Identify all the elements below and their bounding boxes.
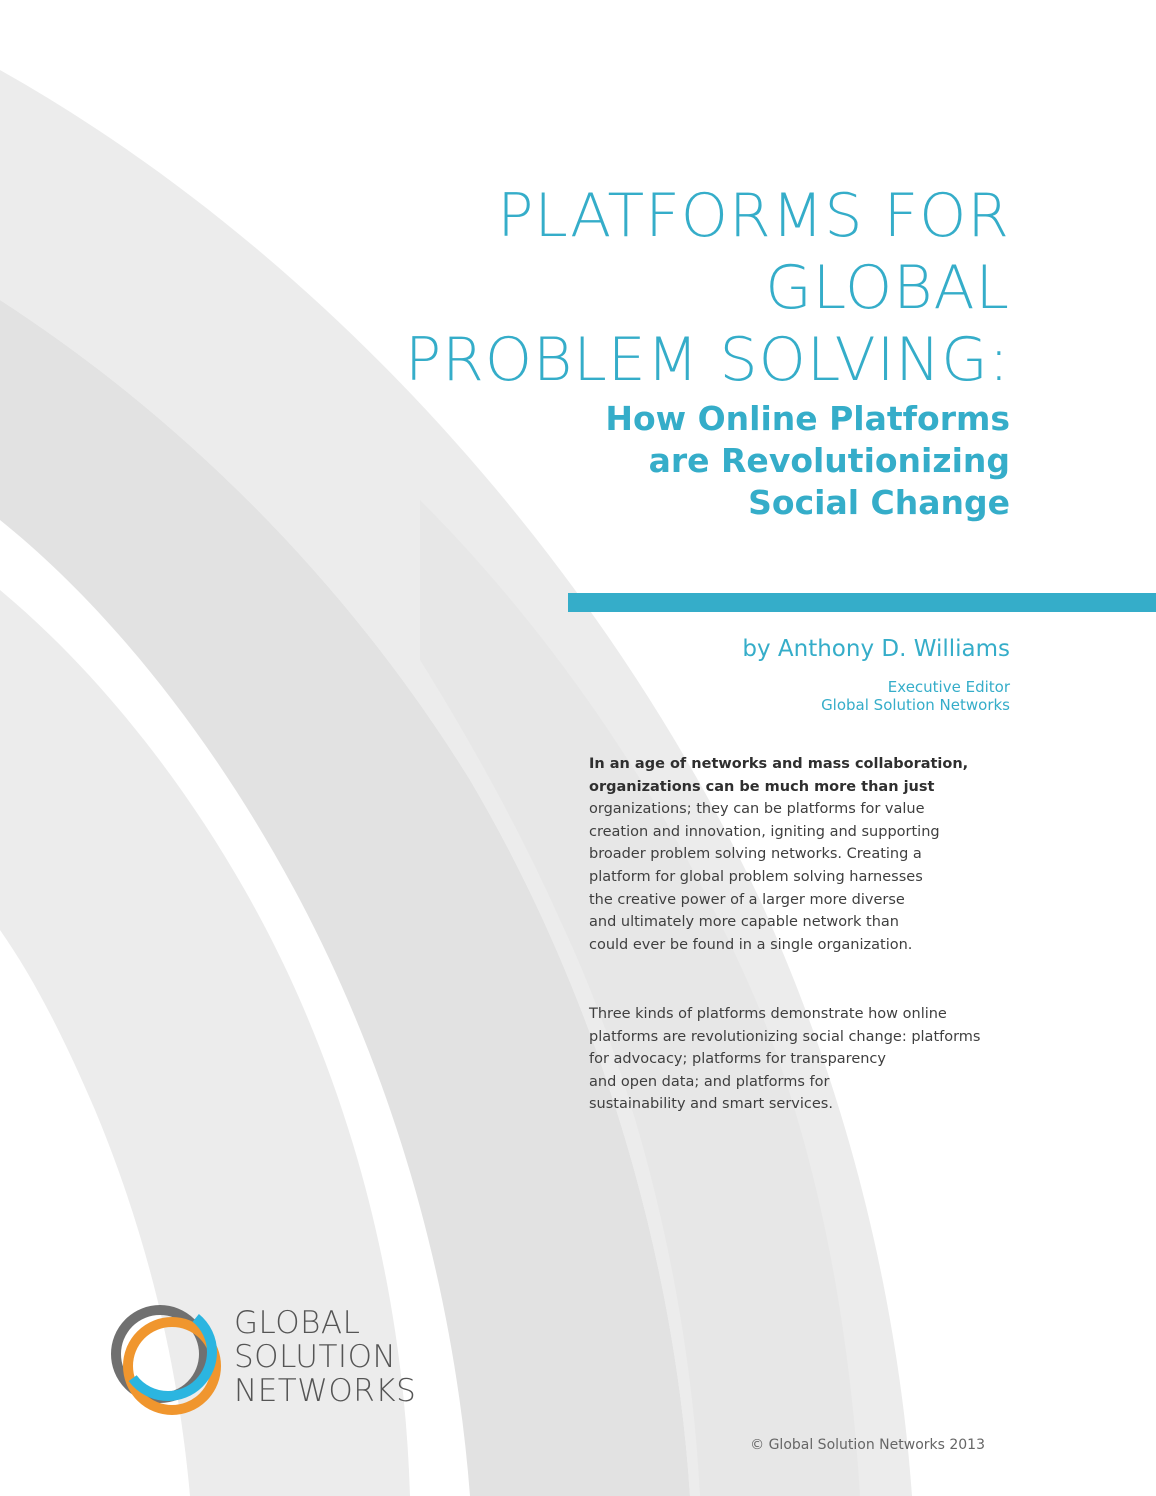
intro-line: and ultimately more capable network than	[589, 914, 899, 931]
title-line-3: PROBLEM SOLVING:	[404, 325, 1010, 395]
logo-line-1: GLOBAL	[234, 1305, 361, 1341]
subtitle-line-3: Social Change	[748, 483, 1010, 522]
title-line-2: GLOBAL	[765, 253, 1010, 323]
platforms-paragraph	[589, 1003, 1019, 1116]
author-affiliation	[821, 678, 1010, 714]
subtitle-line-2: are Revolutionizing	[648, 441, 1010, 480]
platforms-line: and open data; and platforms for	[589, 1073, 830, 1090]
platforms-line: platforms are revolutionizing social change: platforms	[589, 1028, 981, 1045]
author-byline: by Anthony D. Williams	[742, 636, 1010, 662]
author-organization: Global Solution Networks	[821, 696, 1010, 714]
document-title	[250, 180, 1010, 396]
platforms-line: for advocacy; platforms for transparency	[589, 1051, 886, 1068]
title-line-1: PLATFORMS FOR	[497, 181, 1010, 251]
intro-paragraph	[589, 753, 1019, 956]
intro-bold-line: In an age of networks and mass collaboration,	[589, 756, 969, 772]
copyright-notice: © Global Solution Networks 2013	[750, 1437, 985, 1453]
logo-wordmark	[234, 1306, 416, 1408]
interlocking-rings-icon	[108, 1298, 228, 1418]
intro-line: creation and innovation, igniting and supporting	[589, 823, 940, 840]
intro-line: could ever be found in a single organization.	[589, 936, 913, 953]
platforms-line: sustainability and smart services.	[589, 1096, 833, 1113]
platforms-line: Three kinds of platforms demonstrate how online	[589, 1006, 947, 1022]
intro-line: platform for global problem solving harnesses	[589, 868, 923, 885]
intro-line: organizations; they can be platforms for value	[589, 801, 925, 818]
intro-bold-line: organizations can be much more than just	[589, 778, 935, 795]
logo-line-3: NETWORKS	[234, 1373, 417, 1409]
author-role: Executive Editor	[887, 678, 1010, 696]
logo-line-2: SOLUTION	[234, 1339, 397, 1375]
accent-divider-bar	[568, 593, 1156, 612]
intro-line: broader problem solving networks. Creating a	[589, 846, 922, 863]
intro-line: the creative power of a larger more diverse	[589, 891, 905, 908]
subtitle-line-1: How Online Platforms	[605, 399, 1010, 438]
document-subtitle	[410, 398, 1010, 524]
